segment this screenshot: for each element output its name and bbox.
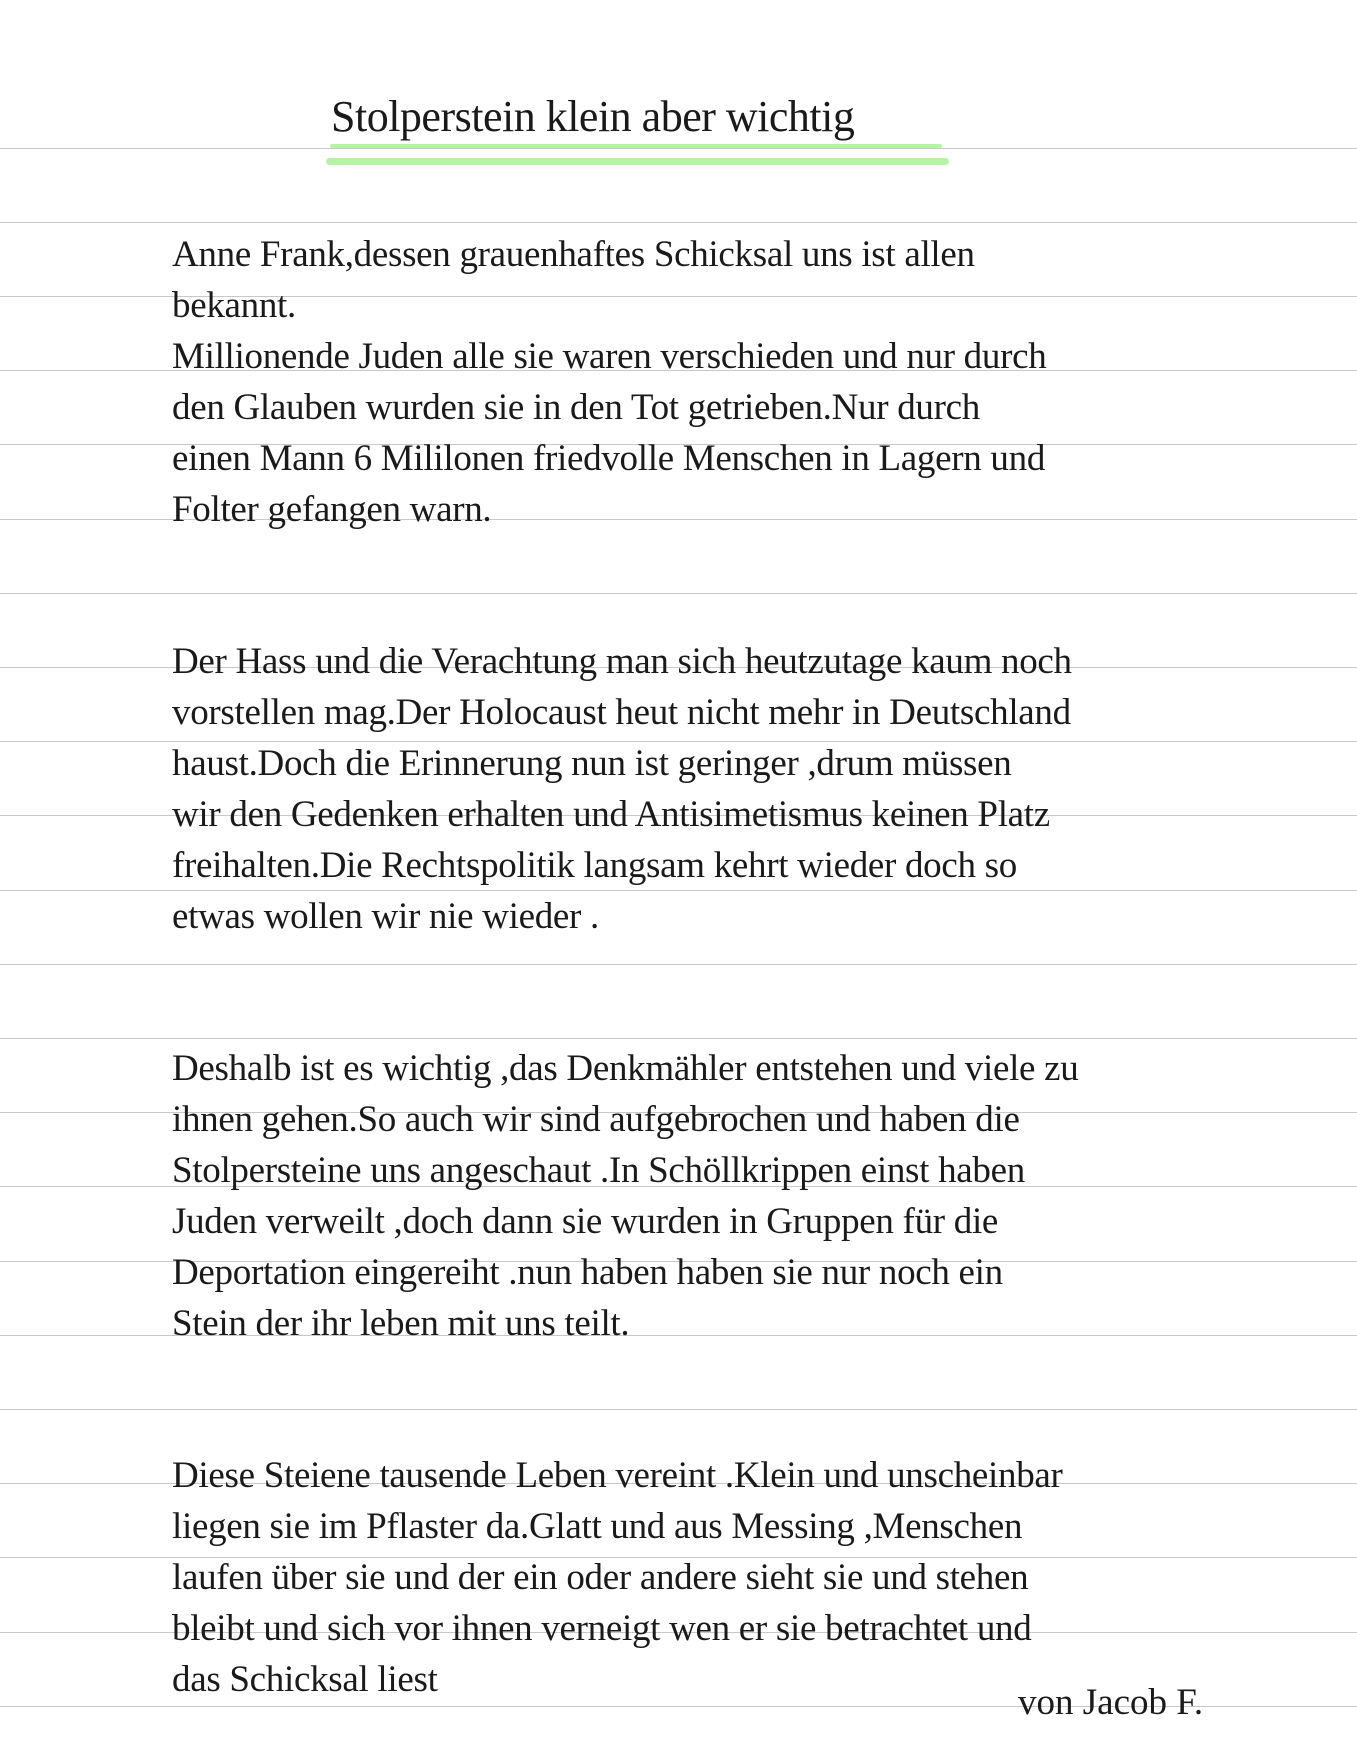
author-signature: von Jacob F. bbox=[1018, 1682, 1204, 1723]
paragraph-4 bbox=[172, 1450, 1172, 1705]
ruled-line bbox=[0, 1409, 1357, 1410]
text-line: laufen über sie und der ein oder andere sieht sie und stehen bbox=[172, 1557, 1029, 1598]
text-line: Folter gefangen warn. bbox=[172, 489, 492, 530]
ruled-line bbox=[0, 964, 1357, 965]
ruled-line bbox=[0, 1038, 1357, 1039]
text-line: haust.Doch die Erinnerung nun ist geringer ,drum müssen bbox=[172, 743, 1012, 784]
title-highlight-underline bbox=[326, 158, 949, 165]
text-line: etwas wollen wir nie wieder . bbox=[172, 896, 599, 937]
text-line: vorstellen mag.Der Holocaust heut nicht mehr in Deutschland bbox=[172, 692, 1071, 733]
text-line: Diese Steiene tausende Leben vereint .Klein und unscheinbar bbox=[172, 1455, 1063, 1496]
ruled-line bbox=[0, 148, 1357, 149]
text-line: Deportation eingereiht .nun haben haben sie nur noch ein bbox=[172, 1252, 1003, 1293]
text-line: wir den Gedenken erhalten und Antisimetismus keinen Platz bbox=[172, 794, 1050, 835]
page-title: Stolperstein klein aber wichtig bbox=[331, 92, 855, 141]
text-line: ihnen gehen.So auch wir sind aufgebrochen und haben die bbox=[172, 1099, 1020, 1140]
text-line: Der Hass und die Verachtung man sich heutzutage kaum noch bbox=[172, 641, 1072, 682]
paragraph-2 bbox=[172, 636, 1172, 942]
paragraph-1 bbox=[172, 229, 1172, 535]
text-line: Millionende Juden alle sie waren verschieden und nur durch bbox=[172, 336, 1047, 377]
text-line: den Glauben wurden sie in den Tot getrieben.Nur durch bbox=[172, 387, 980, 428]
text-line: Stolpersteine uns angeschaut .In Schöllkrippen einst haben bbox=[172, 1150, 1025, 1191]
text-line: bekannt. bbox=[172, 285, 296, 326]
text-line: das Schicksal liest bbox=[172, 1659, 438, 1700]
text-line: freihalten.Die Rechtspolitik langsam kehrt wieder doch so bbox=[172, 845, 1017, 886]
text-line: bleibt und sich vor ihnen verneigt wen er sie betrachtet und bbox=[172, 1608, 1032, 1649]
text-line: liegen sie im Pflaster da.Glatt und aus Messing ,Menschen bbox=[172, 1506, 1023, 1547]
text-line: Stein der ihr leben mit uns teilt. bbox=[172, 1303, 630, 1344]
title-highlight-stroke bbox=[330, 144, 942, 148]
text-line: einen Mann 6 Mililonen friedvolle Menschen in Lagern und bbox=[172, 438, 1046, 479]
text-line: Anne Frank,dessen grauenhaftes Schicksal uns ist allen bbox=[172, 234, 975, 275]
ruled-line bbox=[0, 593, 1357, 594]
text-line: Deshalb ist es wichtig ,das Denkmähler entstehen und viele zu bbox=[172, 1048, 1079, 1089]
ruled-line bbox=[0, 222, 1357, 223]
paragraph-3 bbox=[172, 1043, 1172, 1349]
text-line: Juden verweilt ,doch dann sie wurden in Gruppen für die bbox=[172, 1201, 999, 1242]
